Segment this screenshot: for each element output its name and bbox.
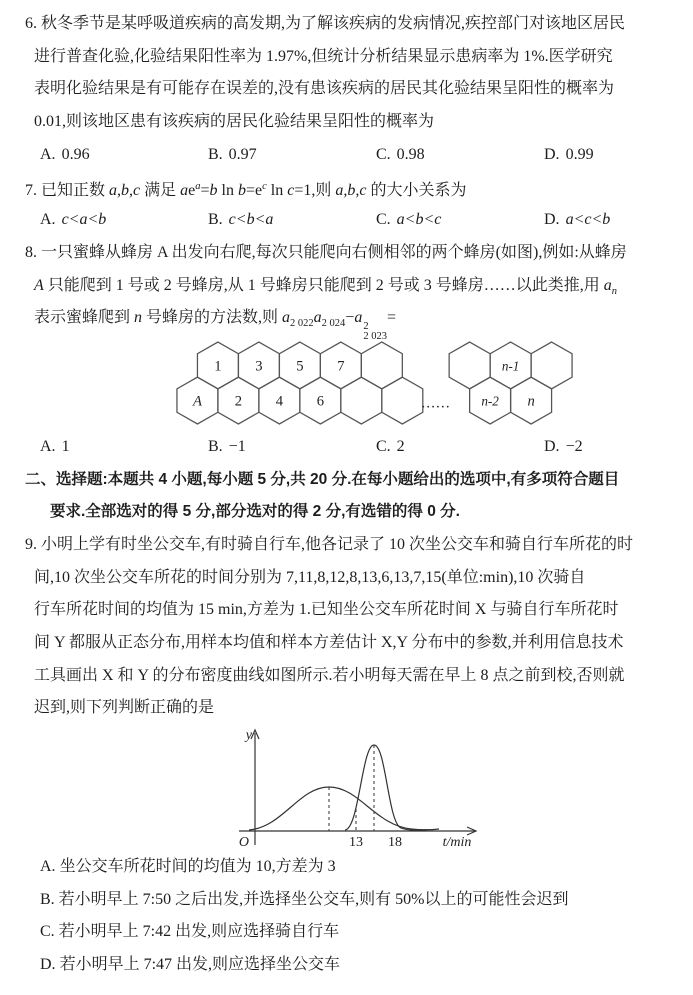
hex-cell-3: 3 xyxy=(255,358,263,375)
distribution-graph xyxy=(225,725,490,851)
question-7 xyxy=(25,171,673,236)
q6-line-2: 进行普查化验,化验结果阳性率为 1.97%,但统计分析结果显示患病率为 1%.医学研究 xyxy=(34,47,613,65)
x-tick-18: 18 xyxy=(388,835,402,851)
question-number: 6. xyxy=(25,15,37,32)
option-b: B. −1 xyxy=(208,437,246,455)
ellipsis-dots: …… xyxy=(420,395,451,412)
hex-cell-4: 4 xyxy=(275,393,284,410)
q9-line-5: 工具画出 X 和 Y 的分布密度曲线如图所示.若小明每天需在早上 8 点之前到校,否则就 xyxy=(34,666,625,684)
q8-options xyxy=(25,431,673,464)
q9-line-4: 间 Y 都服从正态分布,用样本均值和样本方差估计 X,Y 分布中的参数,并利用信息技术 xyxy=(34,634,624,651)
q7-stem xyxy=(25,171,673,204)
question-8 xyxy=(25,237,673,464)
hex-cell-n-1: n-1 xyxy=(501,358,520,374)
honeycomb-diagram xyxy=(175,340,575,426)
x-axis-label: t/min xyxy=(442,835,472,851)
question-text: 秋冬季节是某呼吸道疾病的高发期,为了解该疾病的发病情况,疾控部门对该地区居民 xyxy=(41,15,626,32)
option-d: D. −2 xyxy=(544,437,583,455)
question-number: 7. xyxy=(25,182,37,200)
honeycomb-figure xyxy=(25,335,673,431)
q8-line-1 xyxy=(25,237,673,270)
q9-line-1 xyxy=(25,529,673,562)
q8-line-2: A 只能爬到 1 号或 2 号蜂房,从 1 号蜂房只能爬到 2 号或 3 号蜂房……以此类推,用 $a_n$ xyxy=(34,276,618,297)
hex-cell-n: n xyxy=(527,393,535,410)
section-2-header xyxy=(25,464,673,529)
q9-line-3: 行车所花时间的均值为 15 min,方差为 1.已知坐公交车所花时间 X 与骑自行车所花时 xyxy=(34,601,619,619)
hex-cell-2: 2 xyxy=(234,393,243,410)
x-tick-13: 13 xyxy=(349,835,363,851)
q9-option-b: B. 若小明早上 7:50 之后出发,并选择坐公交车,则有 50%以上的可能性会迟到 xyxy=(40,890,569,908)
section-header-line-2: 要求.全部选对的得 5 分,部分选对的得 2 分,有选错的得 0 分. xyxy=(50,503,460,521)
q9-option-a: A. 坐公交车所花时间的均值为 10,方差为 3 xyxy=(40,858,336,876)
option-b: B. c<b<a xyxy=(208,211,274,229)
option-a: A. 0.96 xyxy=(40,145,90,163)
option-a: A. c<a<b xyxy=(40,211,107,229)
question-number: 8. xyxy=(25,243,37,261)
q9-option-d: D. 若小明早上 7:47 出发,则应选择坐公交车 xyxy=(40,956,341,974)
q9-line-6: 迟到,则下列判断正确的是 xyxy=(34,699,215,717)
question-text: 一只蜜蜂从蜂房 A 出发向右爬,每次只能爬向右侧相邻的两个蜂房(如图),例如:从蜂房 xyxy=(41,243,627,261)
q6-options xyxy=(25,139,673,172)
question-number: 9. xyxy=(25,535,37,553)
q6-line-4: 0.01,则该地区患有该疾病的居民化验结果呈阳性的概率为 xyxy=(34,113,435,131)
origin-label: O xyxy=(238,835,249,851)
option-a: A. 1 xyxy=(40,437,70,455)
option-b: B. 0.97 xyxy=(208,145,257,163)
q9-line-2: 间,10 次坐公交车所花的时间分别为 7,11,8,12,8,13,6,13,7,15(单位:min),10 次骑自 xyxy=(34,568,586,586)
hex-cell-n-2: n-2 xyxy=(481,393,499,409)
option-d: D. a<c<b xyxy=(544,211,611,229)
hex-cell-A: A xyxy=(192,393,202,410)
option-c: C. a<b<c xyxy=(376,211,442,229)
question-6 xyxy=(25,8,673,171)
question-9 xyxy=(25,529,673,982)
hex-cell-5: 5 xyxy=(296,358,304,375)
question-text: 小明上学有时坐公交车,有时骑自行车,他各记录了 10 次坐公交车和骑自行车所花的时 xyxy=(41,535,634,553)
q9-option-c: C. 若小明早上 7:42 出发,则应选择骑自行车 xyxy=(40,923,340,941)
q7-options xyxy=(25,204,673,237)
option-c: C. 0.98 xyxy=(376,145,425,163)
q6-line-3: 表明化验结果是有可能存在误差的,没有患该疾病的居民其化验结果呈阳性的概率为 xyxy=(34,80,615,98)
option-d: D. 0.99 xyxy=(544,145,594,163)
hex-cell-6: 6 xyxy=(316,393,325,410)
q6-line-1 xyxy=(25,8,673,41)
density-curve-figure xyxy=(25,725,673,851)
question-formula: 已知正数 a,b,c 满足 $ae^a=b$ $\ln b=e^c$ ln c=1,则 a,b,c 的大小关系为 xyxy=(41,181,467,200)
q8-line-3: 表示蜜蜂爬到 n 号蜂房的方法数,则 $a_{2 022}a_{2 024}-a$ 2 2 023 = xyxy=(34,309,396,342)
section-header-line-1: 二、选择题:本题共 4 小题,每小题 5 分,共 20 分.在每小题给出的选项中,有多项符合题目 xyxy=(25,470,620,488)
option-c: C. 2 xyxy=(376,437,405,455)
hex-cell-7: 7 xyxy=(337,358,345,375)
hex-cell-1: 1 xyxy=(214,358,222,375)
y-axis-label: y xyxy=(245,728,252,744)
